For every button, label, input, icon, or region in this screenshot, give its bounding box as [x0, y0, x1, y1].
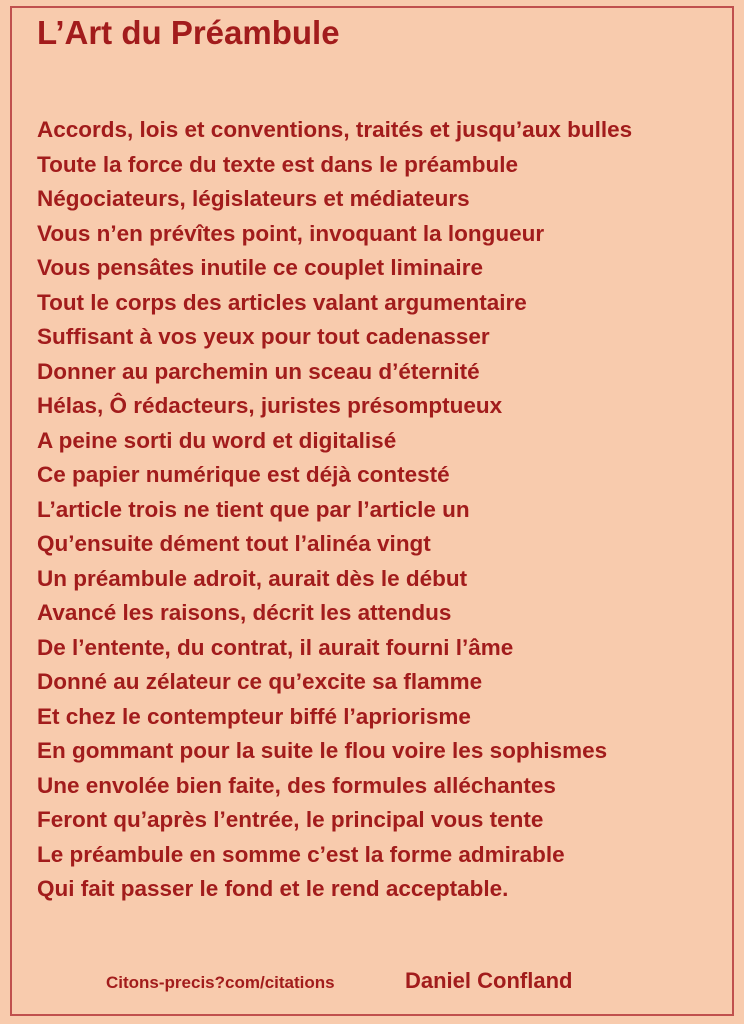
poem-line: En gommant pour la suite le flou voire les sophismes [37, 738, 608, 763]
poem-line: Vous n’en prévîtes point, invoquant la longueur [37, 220, 545, 246]
poem-line: Et chez le contempteur biffé l’apriorisme [37, 703, 471, 729]
poem-line: Donner au parchemin un sceau d’éternité [37, 358, 480, 384]
poem-line: Le préambule en somme c’est la forme admirable [37, 841, 565, 867]
poem-line: Feront qu’après l’entrée, le principal vous tente [37, 807, 544, 832]
poem-line: A peine sorti du word et digitalisé [37, 427, 397, 453]
poem-line: De l’entente, du contrat, il aurait fourni l’âme [37, 634, 514, 660]
author-name: Daniel Confland [405, 968, 573, 993]
poem-line: Toute la force du texte est dans le préambule [37, 151, 518, 177]
poem-line: Tout le corps des articles valant argumentaire [37, 289, 527, 315]
poem-line: Une envolée bien faite, des formules alléchantes [37, 772, 556, 798]
source-credit: Citons-precis?com/citations [106, 973, 335, 992]
poem-line: Négociateurs, législateurs et médiateurs [37, 186, 470, 211]
poem-line: Un préambule adroit, aurait dès le début [37, 565, 468, 591]
poem-line: Donné au zélateur ce qu’excite sa flamme [37, 669, 483, 694]
poem-line: Accords, lois et conventions, traités et jusqu’aux bulles [37, 117, 633, 142]
poem-line: Vous pensâtes inutile ce couplet liminaire [37, 255, 483, 280]
poem-line: Suffisant à vos yeux pour tout cadenasser [37, 324, 490, 349]
poem-line: Qui fait passer le fond et le rend acceptable. [37, 876, 509, 901]
page-title: L’Art du Préambule [37, 14, 340, 51]
poem-line: Ce papier numérique est déjà contesté [37, 462, 450, 487]
poem-line: Hélas, Ô rédacteurs, juristes présomptueux [37, 393, 503, 418]
poem-text [37, 113, 632, 907]
poem-line: Qu’ensuite dément tout l’alinéa vingt [37, 531, 431, 556]
poem-line: Avancé les raisons, décrit les attendus [37, 600, 452, 625]
poem-line: L’article trois ne tient que par l’article un [37, 496, 470, 522]
